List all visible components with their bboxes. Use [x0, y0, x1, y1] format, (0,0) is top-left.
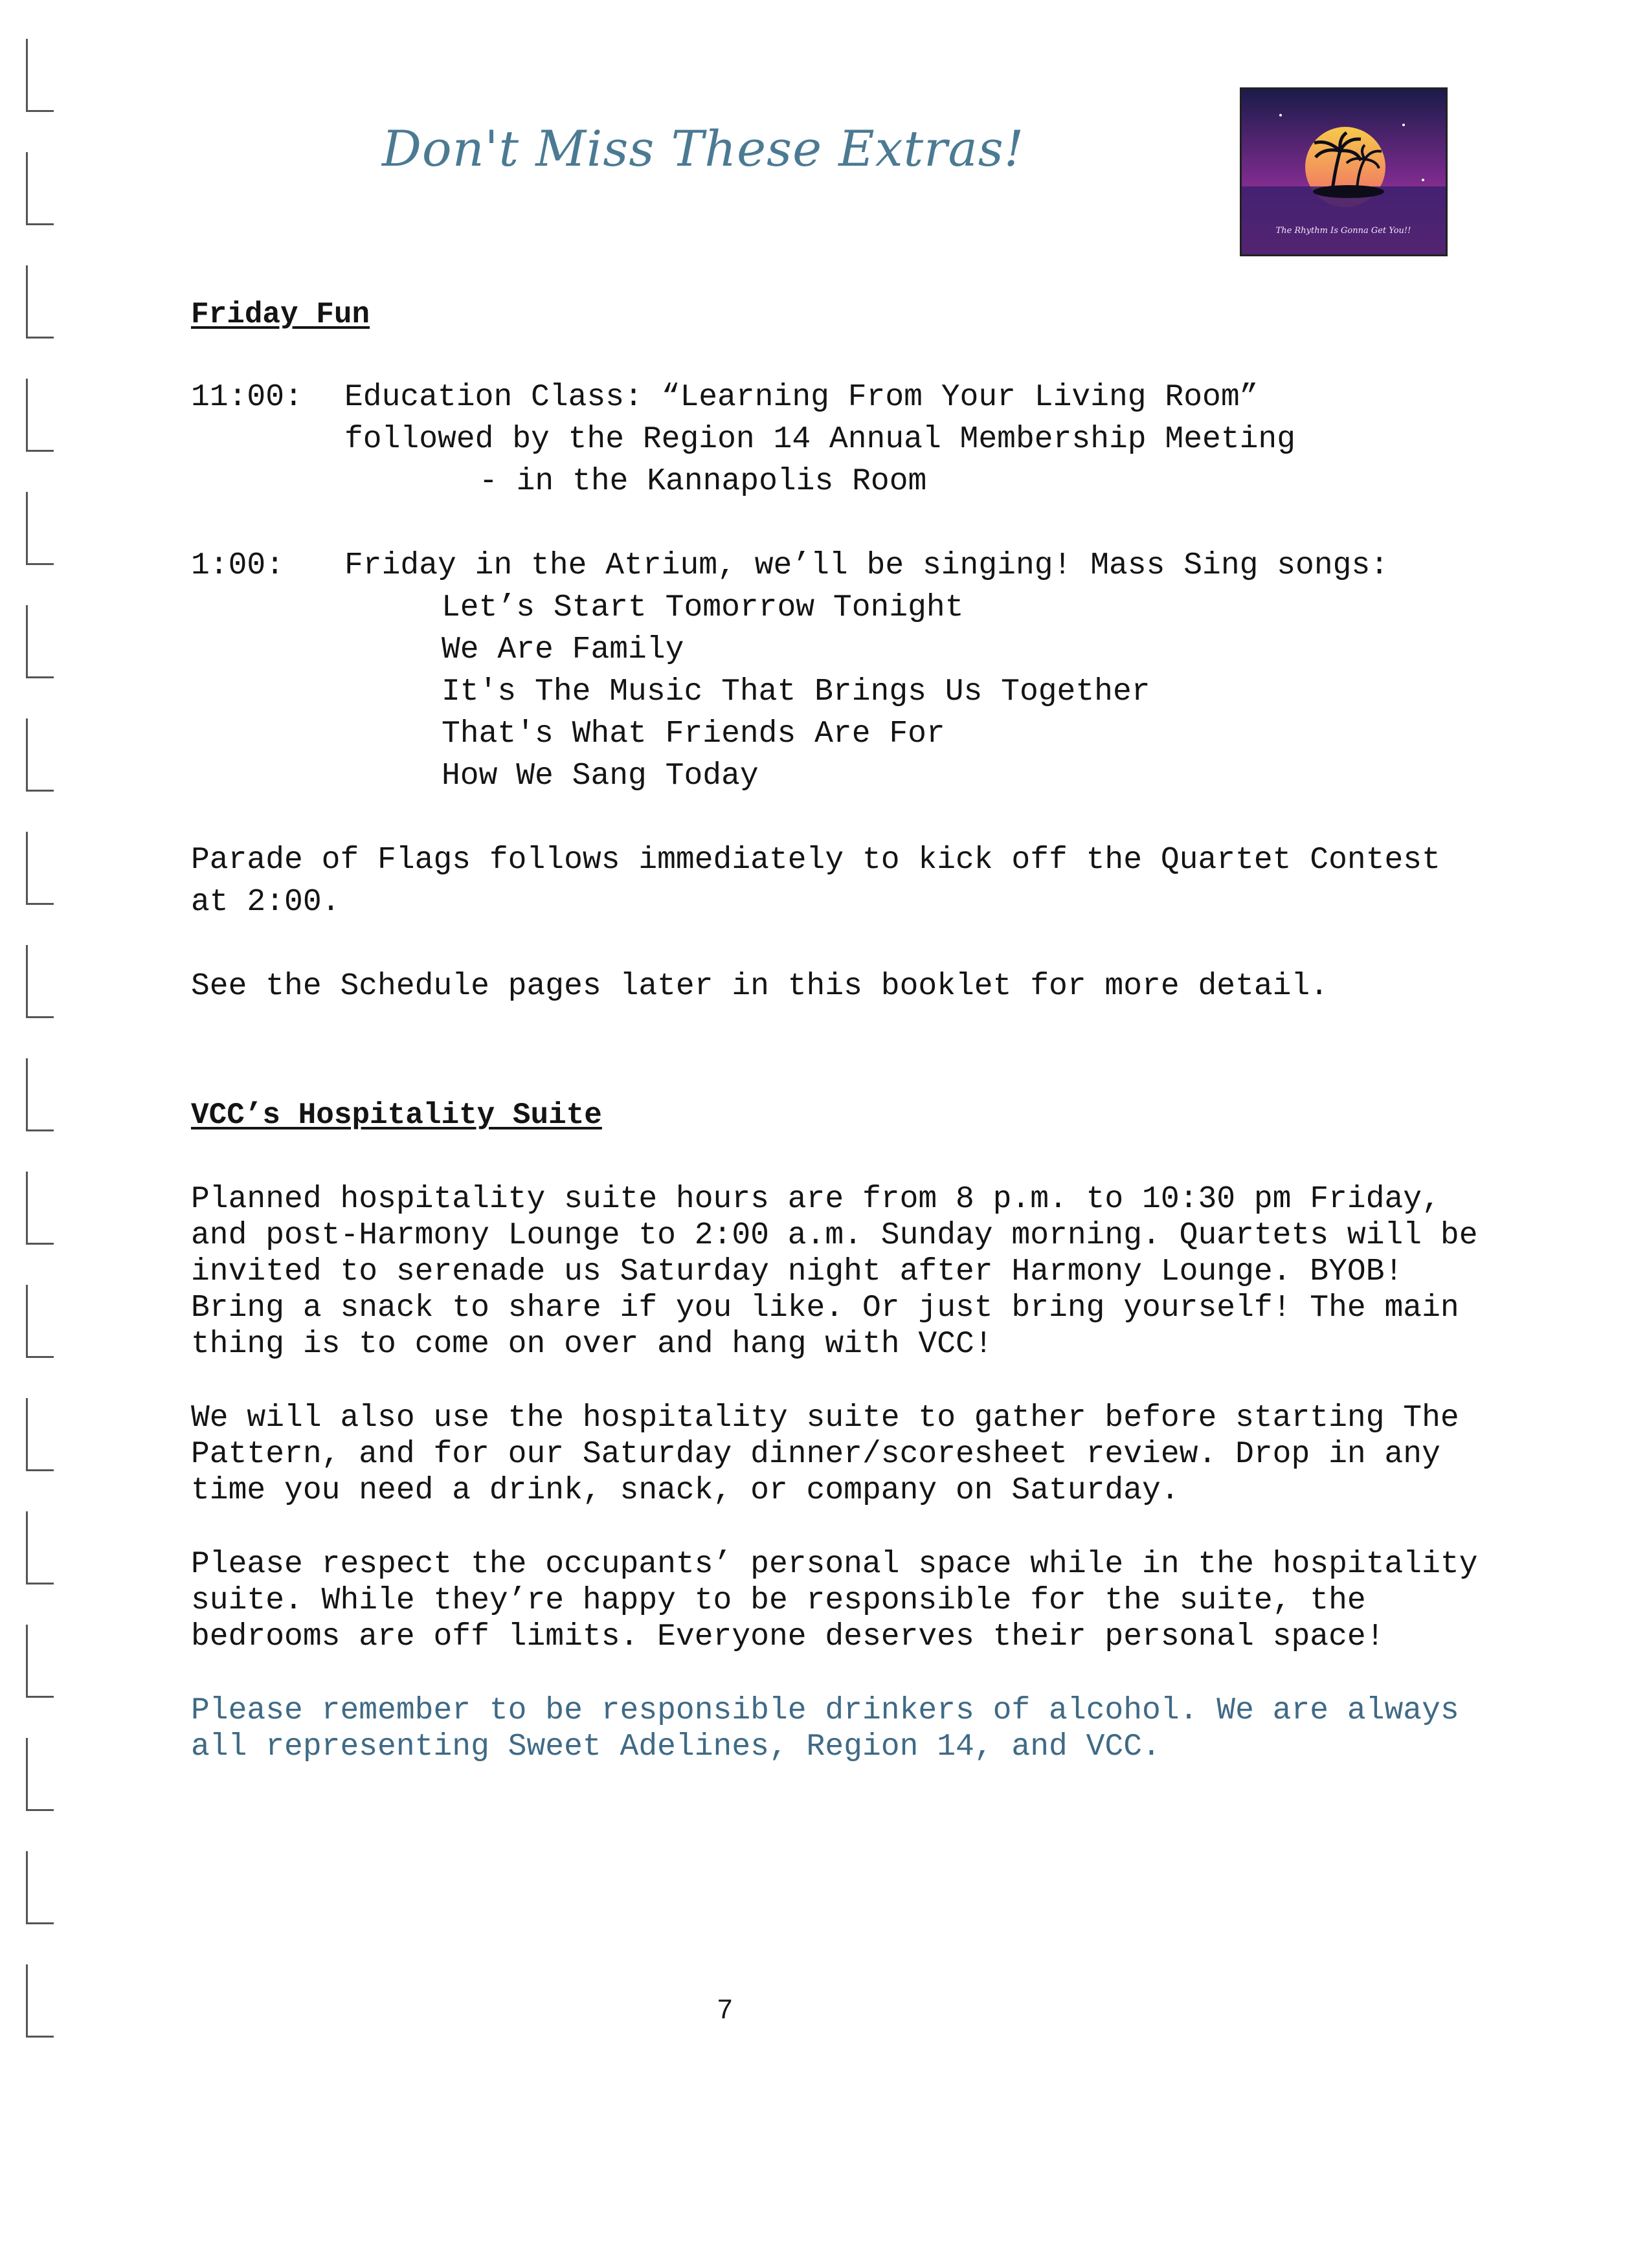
binding-ring-mark — [26, 605, 54, 678]
binding-ring-mark — [26, 492, 54, 565]
binding-ring-mark — [26, 1738, 54, 1811]
binding-ring-mark — [26, 1511, 54, 1584]
spiral-binding — [26, 39, 65, 2078]
binding-ring-mark — [26, 945, 54, 1018]
song-item: How We Sang Today — [442, 759, 759, 794]
schedule-note: See the Schedule pages later in this booklet for more detail. — [191, 969, 1329, 1004]
event-line: - in the Kannapolis Room — [479, 464, 927, 499]
logo-caption: The Rhythm Is Gonna Get You!! — [1275, 226, 1411, 236]
binding-ring-mark — [26, 152, 54, 225]
event-line: Friday in the Atrium, we’ll be singing! Mass Sing songs: — [344, 548, 1389, 583]
binding-ring-mark — [26, 1625, 54, 1698]
song-item: We Are Family — [442, 632, 684, 667]
event-logo-image — [1240, 87, 1448, 256]
binding-ring-mark — [26, 1851, 54, 1924]
binding-ring-mark — [26, 265, 54, 339]
binding-ring-mark — [26, 1058, 54, 1131]
binding-ring-mark — [26, 1285, 54, 1358]
event-line: followed by the Region 14 Annual Membership Meeting — [344, 422, 1296, 457]
binding-ring-mark — [26, 832, 54, 905]
page-title: Don't Miss These Extras! — [382, 120, 1025, 177]
binding-ring-mark — [26, 1172, 54, 1245]
hospitality-paragraph: Please respect the occupants’ personal space while in the hospitality suite. While they’re happy to be responsible for the suite, the bedrooms are off limits. Everyone deserves their personal space! — [191, 1547, 1478, 1654]
time-1: 1:00: — [191, 548, 285, 583]
binding-ring-mark — [26, 718, 54, 792]
hospitality-heading: VCC’s Hospitality Suite — [191, 1098, 602, 1132]
parade-paragraph: Parade of Flags follows immediately to kick off the Quartet Contest at 2:00. — [191, 843, 1440, 920]
song-item: Let’s Start Tomorrow Tonight — [442, 590, 964, 625]
alcohol-reminder: Please remember to be responsible drinkers of alcohol. We are always all representing Sweet Adelines, Region 14, and VCC. — [191, 1693, 1459, 1764]
page-number: 7 — [717, 1994, 733, 2024]
binding-ring-mark — [26, 1398, 54, 1471]
binding-ring-mark — [26, 379, 54, 452]
song-item: That's What Friends Are For — [442, 717, 945, 751]
binding-ring-mark — [26, 1964, 54, 2038]
binding-ring-mark — [26, 39, 54, 112]
song-item: It's The Music That Brings Us Together — [442, 674, 1150, 709]
hospitality-paragraph: We will also use the hospitality suite to gather before starting The Pattern, and for our Saturday dinner/scoresheet review. Drop in any time you need a drink, snack, or company on Saturday. — [191, 1401, 1459, 1508]
hospitality-paragraph: Planned hospitality suite hours are from 8 p.m. to 10:30 pm Friday, and post-Harmony Lounge to 2:00 a.m. Sunday morning. Quartets will be invited to serenade us Saturday night after Harmony Lounge. BYOB! Bring a snack to share if you like. Or just bring yourself! The main thing is to come on over and hang with VCC! — [191, 1182, 1478, 1362]
time-11: 11:00: — [191, 380, 303, 415]
friday-fun-heading: Friday Fun — [191, 298, 370, 331]
event-line: Education Class: “Learning From Your Living Room” — [344, 380, 1259, 415]
